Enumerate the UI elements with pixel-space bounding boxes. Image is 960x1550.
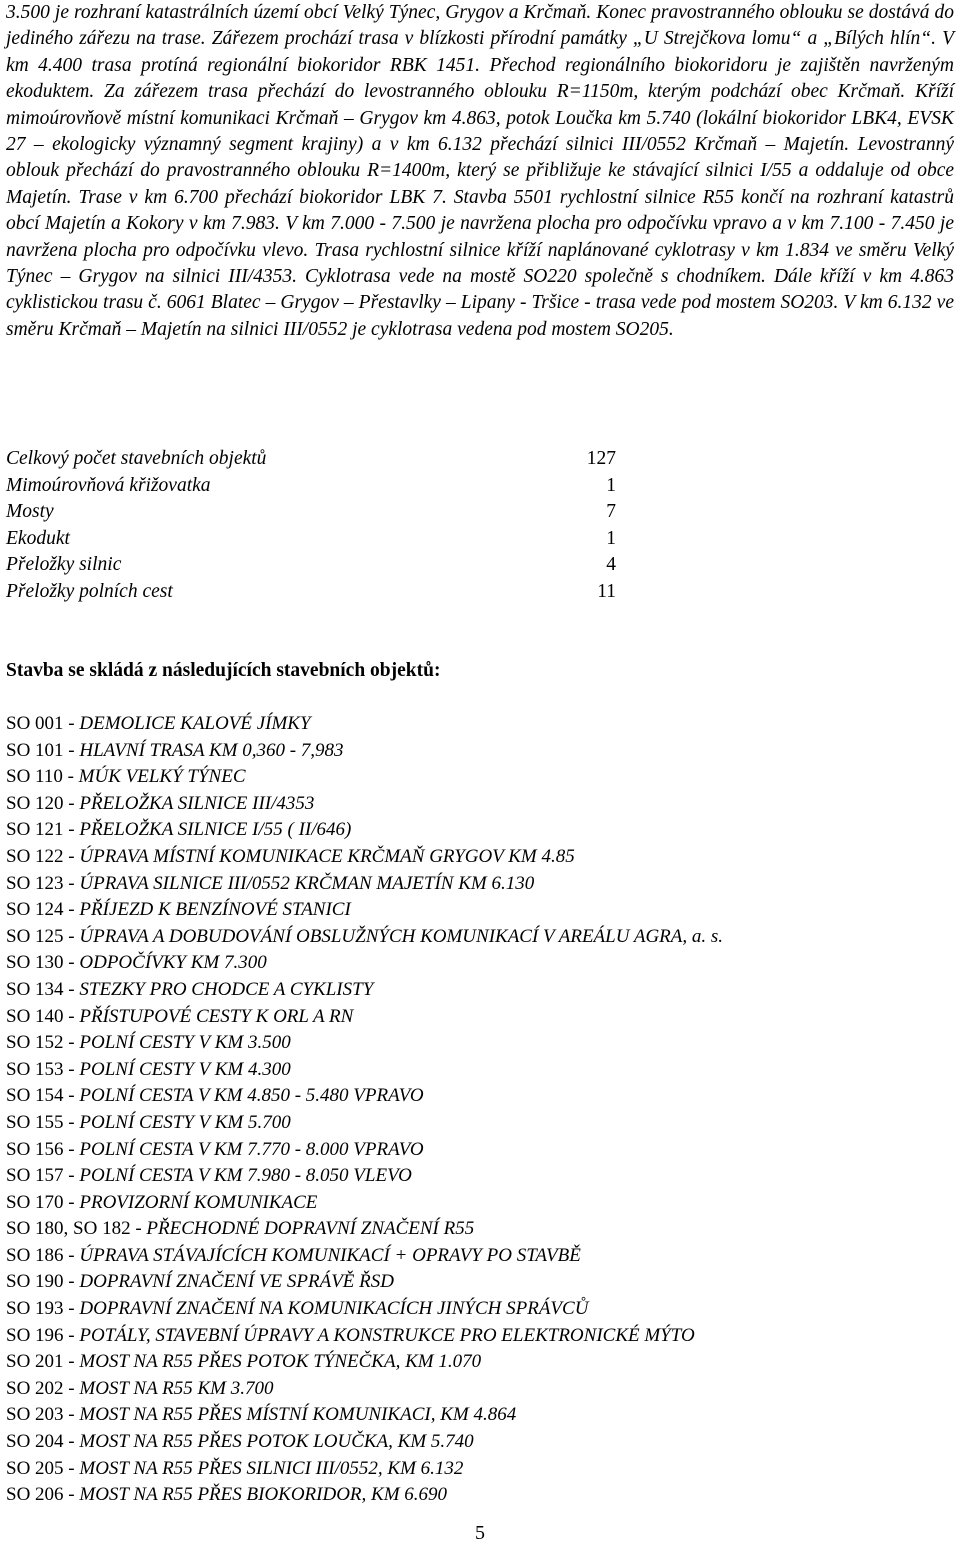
- list-item: [6, 1456, 954, 1483]
- object-code: SO 152 -: [6, 1032, 80, 1054]
- object-name: STEZKY PRO CHODCE A CYKLISTY: [79, 978, 374, 1000]
- list-item: [6, 950, 954, 977]
- object-name: POLNÍ CESTA V KM 4.850 - 5.480 VPRAVO: [79, 1085, 424, 1107]
- object-code: SO 156 -: [6, 1138, 80, 1160]
- object-name: MÚK VELKÝ TÝNEC: [78, 766, 246, 788]
- summary-label: Celkový počet stavebních objektů: [6, 448, 267, 469]
- summary-label: Přeložky polních cest: [6, 580, 173, 602]
- object-code: SO 155 -: [6, 1111, 80, 1133]
- object-code: SO 130 -: [6, 952, 80, 974]
- list-item: [6, 764, 954, 791]
- summary-row: [6, 579, 616, 606]
- object-name: POLNÍ CESTA V KM 7.980 - 8.050 VLEVO: [79, 1165, 412, 1187]
- object-name: DOPRAVNÍ ZNAČENÍ VE SPRÁVĚ ŘSD: [79, 1271, 394, 1293]
- list-item: [6, 1323, 954, 1350]
- object-name: MOST NA R55 PŘES MÍSTNÍ KOMUNIKACI, KM 4.864: [79, 1404, 517, 1426]
- object-code: SO 101 -: [6, 739, 80, 761]
- summary-label: Mimoúrovňová křižovatka: [6, 474, 211, 496]
- object-name: HLAVNÍ TRASA KM 0,360 - 7,983: [79, 739, 344, 761]
- object-name: MOST NA R55 PŘES SILNICI III/0552, KM 6.132: [79, 1457, 464, 1479]
- list-item: [6, 791, 954, 818]
- object-code: SO 201 -: [6, 1351, 80, 1373]
- object-name: POLNÍ CESTA V KM 7.770 - 8.000 VPRAVO: [79, 1138, 424, 1160]
- summary-label: Mosty: [6, 501, 54, 522]
- object-name: PŘÍJEZD K BENZÍNOVÉ STANICI: [79, 899, 351, 921]
- list-item: [6, 1030, 954, 1057]
- object-code: SO 193 -: [6, 1298, 80, 1320]
- object-code: SO 001 -: [6, 713, 80, 734]
- object-name: MOST NA R55 PŘES BIOKORIDOR, KM 6.690: [79, 1484, 448, 1506]
- summary-row: [6, 526, 616, 553]
- object-code: SO 154 -: [6, 1085, 80, 1107]
- list-item: [6, 738, 954, 765]
- document-page: [6, 0, 954, 1506]
- summary-row: [6, 552, 616, 579]
- object-name: DOPRAVNÍ ZNAČENÍ NA KOMUNIKACÍCH JINÝCH SPRÁVCŮ: [79, 1298, 589, 1320]
- list-item: [6, 1216, 954, 1243]
- summary-row: [6, 446, 616, 473]
- list-item: [6, 1083, 954, 1110]
- object-code: SO 206 -: [6, 1484, 80, 1506]
- summary-row: [6, 499, 616, 526]
- list-item: [6, 1349, 954, 1376]
- intro-paragraph: 3.500 je rozhraní katastrálních území obcí Velký Týnec, Grygov a Krčmaň. Konec pravostranného oblouku se dostává do jediného zářezu na trase. Zářezem prochází trasa v blízkosti přírodní památky „U Strejčkova lomu“ a „Bílých hlín“. V km 4.400 trasa protíná regionální biokoridor RBK 1451. Přechod regionálního biokoridoru je zajištěn navrženým ekoduktem. Za zářezem trasa přechází do levostranného oblouku R=1150m, kterým podchází obec Krčmaň. Kříží mimoúrovňově místní komunikaci Krčmaň – Grygov km 4.863, potok Loučka km 5.740 (lokální biokoridor LBK4, EVSK 27 – ekologicky významný segment krajiny) a v km 6.132 přechází silnici III/0552 Krčmaň – Majetín. Levostranný oblouk přechází do pravostranného oblouku R=1400m, který se přibližuje ke stávající silnici I/55 a oddaluje od obce Majetín. Trase v km 6.700 přechází biokoridor LBK 7. Stavba 5501 rychlostní silnice R55 končí na rozhraní katastrů obcí Majetín a Kokory v km 7.983. V km 7.000 - 7.500 je navržena plocha pro odpočívku vpravo a v km 7.100 - 7.450 je navržena plocha pro odpočívku vlevo. Trasa rychlostní silnice kříží naplánované cyklotrasy v km 1.834 ve směru Velký Týnec – Grygov na silnici III/4353. Cyklotrasa vede na mostě SO220 společně s chodníkem. Dále kříží v km 4.863 cyklistickou trasu č. 6061 Blatec – Grygov – Přestavlky – Lipany - Tršice - trasa vede pod mostem SO203. V km 6.132 ve směru Krčmaň – Majetín na silnici III/0552 je cyklotrasa vedena pod mostem SO205.: [6, 2, 954, 340]
- object-code: SO 170 -: [6, 1191, 80, 1213]
- summary-value: 11: [597, 580, 616, 602]
- summary-row: [6, 473, 616, 500]
- object-code: SO 205 -: [6, 1457, 80, 1479]
- object-name: ÚPRAVA SILNICE III/0552 KRČMAN MAJETÍN KM 6.130: [79, 872, 535, 894]
- summary-label: Přeložky silnic: [6, 554, 122, 575]
- list-item: [6, 1296, 954, 1323]
- object-name: ÚPRAVA STÁVAJÍCÍCH KOMUNIKACÍ + OPRAVY PO STAVBĚ: [79, 1244, 581, 1266]
- object-code: SO 122 -: [6, 845, 80, 867]
- summary-label: Ekodukt: [6, 527, 70, 549]
- list-item: [6, 844, 954, 871]
- list-item: [6, 1163, 954, 1190]
- list-item: [6, 1190, 954, 1217]
- list-item: [6, 1429, 954, 1456]
- list-item: [6, 977, 954, 1004]
- object-code: SO 123 -: [6, 872, 80, 894]
- object-code: SO 180, SO 182 -: [6, 1218, 147, 1240]
- objects-list: [6, 711, 954, 1509]
- object-name: PŘECHODNÉ DOPRAVNÍ ZNAČENÍ R55: [146, 1218, 475, 1240]
- list-item: [6, 871, 954, 898]
- object-code: SO 186 -: [6, 1244, 80, 1266]
- summary-value: 7: [606, 501, 616, 522]
- summary-value: 1: [606, 527, 616, 549]
- object-code: SO 124 -: [6, 899, 80, 921]
- object-name: PROVIZORNÍ KOMUNIKACE: [79, 1191, 318, 1213]
- list-item: [6, 1482, 954, 1509]
- object-code: SO 120 -: [6, 792, 80, 814]
- list-item: [6, 1057, 954, 1084]
- object-code: SO 202 -: [6, 1377, 80, 1399]
- object-code: SO 110 -: [6, 766, 79, 788]
- object-name: POLNÍ CESTY V KM 5.700: [79, 1111, 291, 1133]
- list-item: [6, 817, 954, 844]
- list-item: [6, 924, 954, 951]
- object-code: SO 204 -: [6, 1431, 80, 1453]
- list-item: [6, 1243, 954, 1270]
- object-name: ÚPRAVA A DOBUDOVÁNÍ OBSLUŽNÝCH KOMUNIKACÍ V AREÁLU AGRA, a. s.: [79, 925, 724, 947]
- object-name: ÚPRAVA MÍSTNÍ KOMUNIKACE KRČMAŇ GRYGOV KM 4.85: [79, 845, 575, 867]
- list-item: [6, 711, 954, 738]
- object-code: SO 140 -: [6, 1005, 80, 1027]
- object-name: DEMOLICE KALOVÉ JÍMKY: [79, 713, 311, 734]
- object-code: SO 157 -: [6, 1165, 80, 1187]
- object-code: SO 203 -: [6, 1404, 80, 1426]
- object-name: POLNÍ CESTY V KM 3.500: [79, 1032, 291, 1054]
- summary-table: [6, 446, 616, 605]
- object-code: SO 196 -: [6, 1324, 80, 1346]
- object-name: MOST NA R55 PŘES POTOK LOUČKA, KM 5.740: [79, 1431, 474, 1453]
- list-item: [6, 1137, 954, 1164]
- summary-value: 127: [586, 448, 616, 469]
- object-code: SO 134 -: [6, 978, 80, 1000]
- list-item: [6, 1269, 954, 1296]
- object-name: MOST NA R55 PŘES POTOK TÝNEČKA, KM 1.070: [79, 1351, 482, 1373]
- object-name: PŘÍSTUPOVÉ CESTY K ORL A RN: [79, 1005, 354, 1027]
- list-item: [6, 897, 954, 924]
- object-code: SO 190 -: [6, 1271, 80, 1293]
- object-name: PŘELOŽKA SILNICE III/4353: [79, 792, 315, 814]
- object-name: MOST NA R55 KM 3.700: [79, 1377, 274, 1399]
- section-heading: Stavba se skládá z následujících stavebních objektů:: [6, 660, 441, 681]
- summary-value: 1: [606, 474, 616, 496]
- object-code: SO 125 -: [6, 925, 80, 947]
- list-item: [6, 1402, 954, 1429]
- object-name: PŘELOŽKA SILNICE I/55 ( II/646): [79, 819, 352, 841]
- list-item: [6, 1376, 954, 1403]
- object-name: ODPOČÍVKY KM 7.300: [79, 952, 267, 974]
- object-name: POTÁLY, STAVEBNÍ ÚPRAVY A KONSTRUKCE PRO ELEKTRONICKÉ MÝTO: [79, 1324, 695, 1346]
- object-code: SO 153 -: [6, 1058, 80, 1080]
- page-number: 5: [475, 1522, 485, 1544]
- object-name: POLNÍ CESTY V KM 4.300: [79, 1058, 291, 1080]
- list-item: [6, 1004, 954, 1031]
- list-item: [6, 1110, 954, 1137]
- object-code: SO 121 -: [6, 819, 80, 841]
- summary-value: 4: [606, 554, 616, 575]
